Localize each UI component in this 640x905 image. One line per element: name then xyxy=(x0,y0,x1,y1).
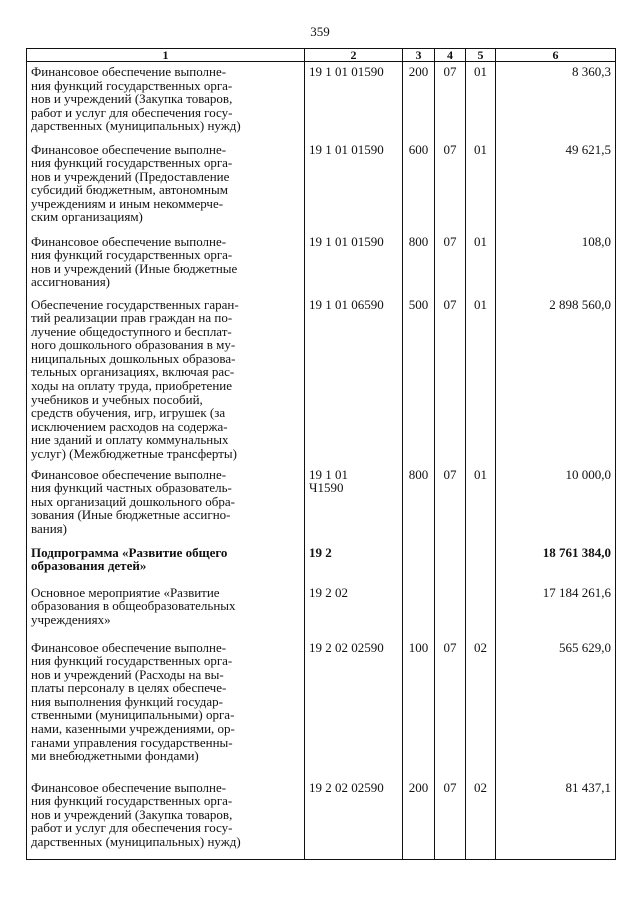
table-row xyxy=(27,465,616,543)
row-expense-type-cell: 800 xyxy=(403,465,435,543)
row-subsection-cell: 01 xyxy=(466,140,496,232)
row-amount-cell: 8 360,3 xyxy=(496,62,616,140)
row-subsection-cell xyxy=(466,583,496,638)
column-header: 4 xyxy=(435,49,466,62)
row-code-cell: 19 1 01 01590 xyxy=(305,140,403,232)
row-section-cell xyxy=(435,583,466,638)
row-code-cell: 19 1 01 01590 xyxy=(305,62,403,140)
row-expense-type-cell xyxy=(403,543,435,583)
row-code-cell: 19 2 02 02590 xyxy=(305,778,403,860)
table-row xyxy=(27,638,616,778)
table-header-row xyxy=(27,49,616,62)
row-amount-cell: 10 000,0 xyxy=(496,465,616,543)
row-code-cell: 19 2 02 xyxy=(305,583,403,638)
table-body xyxy=(27,62,616,860)
table-row xyxy=(27,543,616,583)
column-header: 3 xyxy=(403,49,435,62)
row-code-cell: 19 1 01 01590 xyxy=(305,232,403,295)
row-section-cell: 07 xyxy=(435,232,466,295)
row-section-cell xyxy=(435,543,466,583)
row-name-cell: Финансовое обеспечение выполне- ния функций государственных орга- нов и учреждений (Предоставление субсидий бюджетным, автономным учреждениям и иным некоммерче- ским организациям) xyxy=(27,140,305,232)
row-expense-type-cell: 600 xyxy=(403,140,435,232)
row-code-cell: 19 1 01 Ч1590 xyxy=(305,465,403,543)
row-name-cell: Финансовое обеспечение выполне- ния функций частных образователь- ных организаций дошкольного обра- зования (Иные бюджетные ассигно- вания) xyxy=(27,465,305,543)
row-code-cell: 19 2 xyxy=(305,543,403,583)
row-subsection-cell: 01 xyxy=(466,62,496,140)
column-header: 2 xyxy=(305,49,403,62)
row-amount-cell: 18 761 384,0 xyxy=(496,543,616,583)
row-section-cell: 07 xyxy=(435,465,466,543)
column-header: 5 xyxy=(466,49,496,62)
row-name-cell: Обеспечение государственных гаран- тий реализации прав граждан на по- лучение общедоступного и бесплат- ного дошкольного образования в му- ниципальных дошкольных образова- тельных организациях, включая рас- ходы на оплату труда, приобретение учебников и учебных пособий, средств обучения, игр, игрушек (за исключением расходов на содержа- ние зданий и оплату коммунальных услуг) (Межбюджетные трансферты) xyxy=(27,295,305,465)
row-name-cell: Финансовое обеспечение выполне- ния функций государственных орга- нов и учреждений (Расходы на вы- платы персоналу в целях обеспече- ния выполнения функций государ- ственными (муниципальными) орга- нами, казенными учреждениями, ор- ганами управления государственны- ми внебюджетными фондами) xyxy=(27,638,305,778)
column-header: 1 xyxy=(27,49,305,62)
row-name-cell: Финансовое обеспечение выполне- ния функций государственных орга- нов и учреждений (Закупка товаров, работ и услуг для обеспечения госу- дарственных (муниципальных) нужд) xyxy=(27,778,305,860)
row-code-cell: 19 1 01 06590 xyxy=(305,295,403,465)
row-name-cell: Финансовое обеспечение выполне- ния функций государственных орга- нов и учреждений (Иные бюджетные ассигнования) xyxy=(27,232,305,295)
row-code-cell: 19 2 02 02590 xyxy=(305,638,403,778)
row-expense-type-cell: 500 xyxy=(403,295,435,465)
row-name-cell: Основное мероприятие «Развитие образования в общеобразовательных учреждениях» xyxy=(27,583,305,638)
row-subsection-cell: 01 xyxy=(466,232,496,295)
row-amount-cell: 2 898 560,0 xyxy=(496,295,616,465)
table-row xyxy=(27,778,616,860)
table-row xyxy=(27,295,616,465)
row-name-cell: Финансовое обеспечение выполне- ния функций государственных орга- нов и учреждений (Закупка товаров, работ и услуг для обеспечения госу- дарственных (муниципальных) нужд) xyxy=(27,62,305,140)
row-expense-type-cell: 200 xyxy=(403,778,435,860)
table-row xyxy=(27,140,616,232)
table-row xyxy=(27,583,616,638)
column-header: 6 xyxy=(496,49,616,62)
row-subsection-cell: 01 xyxy=(466,295,496,465)
row-section-cell: 07 xyxy=(435,62,466,140)
row-amount-cell: 565 629,0 xyxy=(496,638,616,778)
row-subsection-cell xyxy=(466,543,496,583)
row-expense-type-cell: 800 xyxy=(403,232,435,295)
budget-table xyxy=(26,48,616,860)
row-section-cell: 07 xyxy=(435,140,466,232)
row-expense-type-cell: 200 xyxy=(403,62,435,140)
row-section-cell: 07 xyxy=(435,778,466,860)
row-section-cell: 07 xyxy=(435,295,466,465)
row-amount-cell: 17 184 261,6 xyxy=(496,583,616,638)
table-row xyxy=(27,62,616,140)
row-section-cell: 07 xyxy=(435,638,466,778)
row-name-cell: Подпрограмма «Развитие общего образования детей» xyxy=(27,543,305,583)
page-number: 359 xyxy=(310,24,330,39)
table-row xyxy=(27,232,616,295)
row-amount-cell: 81 437,1 xyxy=(496,778,616,860)
row-expense-type-cell xyxy=(403,583,435,638)
row-subsection-cell: 01 xyxy=(466,465,496,543)
row-subsection-cell: 02 xyxy=(466,778,496,860)
row-subsection-cell: 02 xyxy=(466,638,496,778)
row-amount-cell: 49 621,5 xyxy=(496,140,616,232)
row-expense-type-cell: 100 xyxy=(403,638,435,778)
row-amount-cell: 108,0 xyxy=(496,232,616,295)
